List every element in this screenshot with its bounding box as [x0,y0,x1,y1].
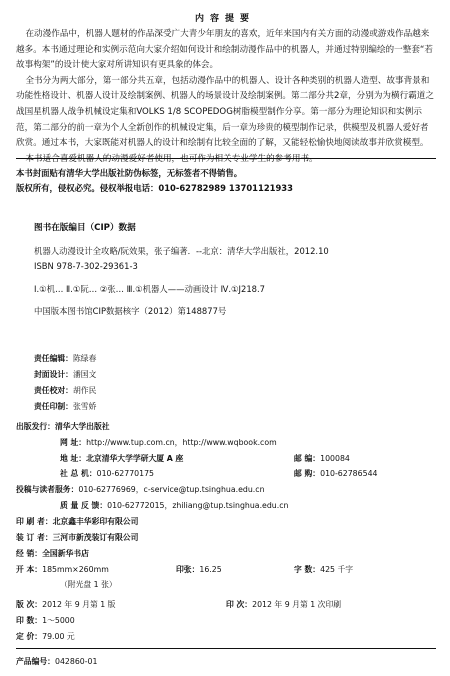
anti-counterfeit-notice: 本书封面贴有清华大学出版社防伪标签，无标签者不得销售。 [16,168,243,178]
binder-value: 三河市新茂装订有限公司 [52,533,139,542]
words-label: 字 数： [294,565,321,574]
publisher-website [60,437,277,448]
dist-label: 经 销： [16,549,43,558]
credit-editor [34,353,96,364]
cip-classification: Ⅰ.①机… Ⅱ.①阮… ②张… Ⅲ.①机器人——动画设计 Ⅳ.①J218.7 [34,284,266,294]
publisher-format [16,564,109,575]
edition-value: 2012 年 9 月第 1 版 [42,600,116,609]
switch-value: 010-62770175 [96,469,155,478]
publisher-reader-service [16,484,265,495]
issuer-label: 出版发行： [16,422,55,431]
buy-label: 邮 购： [294,469,321,478]
cip-record-number: 中国版本图书馆CIP数据核字（2012）第148877号 [34,306,227,316]
cip-heading: 图书在版编目（CIP）数据 [34,223,136,233]
attach-value: （附光盘 1 张） [60,580,117,589]
web-label: 网 址： [60,438,87,447]
publisher-issuer [16,421,110,432]
summary-paragraph-3: 本书适合喜爱机器人的动漫爱好者使用，也可作为相关专业学生的参考用书。 [25,153,318,164]
publisher-print-run [16,615,75,626]
zip-value: 100084 [320,454,350,463]
copyright-notice: 版权所有，侵权必究。侵权举报电话：010-62782989 13701121933 [16,183,293,193]
binder-label: 装 订 者： [16,533,53,542]
printer-value: 北京鑫丰华彩印有限公司 [52,517,139,526]
format-label: 开 本： [16,565,43,574]
credit-label: 责任校对： [34,386,73,395]
service-label: 投稿与读者服务： [16,485,79,494]
credit-label: 责任编辑： [34,354,73,363]
cip-title-line: 机器人动漫设计全攻略/阮效果，张子编著．--北京：清华大学出版社，2012.10 [34,246,329,256]
summary-divider [16,158,436,159]
credit-cover-design [34,369,96,380]
publisher-price [16,631,75,642]
buy-value: 010-62786544 [320,469,378,478]
impression-label: 印 次： [226,600,253,609]
price-value: 79.00 元 [42,632,75,641]
product-label: 产品编号： [16,657,55,666]
credit-value: 胡作民 [72,386,97,395]
credit-value: 张雪娇 [72,402,97,411]
product-code [16,656,97,667]
credit-printing [34,401,96,412]
web-value: http://www.tup.com.cn，http://www.wqbook.com [86,438,277,447]
service-value: 010-62776969，c-service@tup.tsinghua.edu.cn [78,485,265,494]
publisher-quality-feedback [60,500,288,511]
publisher-switchboard [60,468,154,479]
credit-label: 封面设计： [34,370,73,379]
publisher-binder [16,532,138,543]
publisher-mail-order [294,468,378,479]
publisher-edition [16,599,115,610]
bottom-divider [16,648,436,649]
sheets-value: 16.25 [199,565,222,574]
zip-label: 邮 编： [294,454,321,463]
summary-paragraph-2: 全书分为两大部分，第一部分共五章，包括动漫作品中的机器人、设计各种类别的机器人造型、故事背景和功能性格设计、机器人设计及绘制案例、机器人的场景设计及绘制案例。第二部分共2章，分别为为横行霸道之战国星机器人战争机械设定集和VOLKS 1/8 SCOPEDOG树脂模型制作分享。第一部分为理论知识和实例示范，第二部分的前一章为个人全新创作的机械设定集，后一章为珍贵的模型制作记录，供模型及机器人爱好者欣赏。通过本书，大家既能对机器人的设计和绘制有比较全面的了解，又能轻松愉快地阅读故事并欣赏模型。 [16,75,434,149]
addr-value: 北京清华大学学研大厦 A 座 [86,454,184,463]
product-value: 042860-01 [54,657,98,666]
run-label: 印 数： [16,616,43,625]
publisher-printer [16,516,138,527]
issuer-value: 清华大学出版社 [54,422,110,431]
publisher-distributor [16,548,89,559]
switch-label: 社 总 机： [60,469,97,478]
cip-isbn: ISBN 978-7-302-29361-3 [34,261,138,271]
publisher-zip [294,453,350,464]
publisher-attachment [60,579,117,590]
price-label: 定 价： [16,632,43,641]
edition-label: 版 次： [16,600,43,609]
credit-value: 潘国文 [72,370,97,379]
impression-value: 2012 年 9 月第 1 次印刷 [252,600,342,609]
run-value: 1～5000 [42,616,75,625]
printer-label: 印 刷 者： [16,517,53,526]
quality-value: 010-62772015，zhiliang@tup.tsinghua.edu.cn [107,501,289,510]
summary-title: 内容提要 [194,14,255,24]
publisher-sheets [176,564,222,575]
addr-label: 地 址： [60,454,87,463]
publisher-impression [226,599,341,610]
publisher-word-count [294,564,353,575]
summary-body [16,27,434,167]
credit-label: 责任印制： [34,402,73,411]
sheets-label: 印张： [176,565,200,574]
words-value: 425 千字 [320,565,354,574]
quality-label: 质 量 反 馈： [60,501,108,510]
credit-value: 陈绿春 [72,354,97,363]
publisher-address [60,453,183,464]
format-value: 185mm×260mm [42,565,109,574]
credit-proofreader [34,385,96,396]
dist-value: 全国新华书店 [42,549,89,558]
summary-paragraph-1: 在动漫作品中，机器人题材的作品深受广大青少年朋友的喜欢，近年来国内有关方面的动漫或游戏作品越来越多。本书通过理论和实例示范向大家介绍如何设计和绘制动漫作品中的机器人，并通过特别编绘的一整套“若故事构架”的设计使大家对所讲知识有更具象的体会。 [16,29,433,71]
